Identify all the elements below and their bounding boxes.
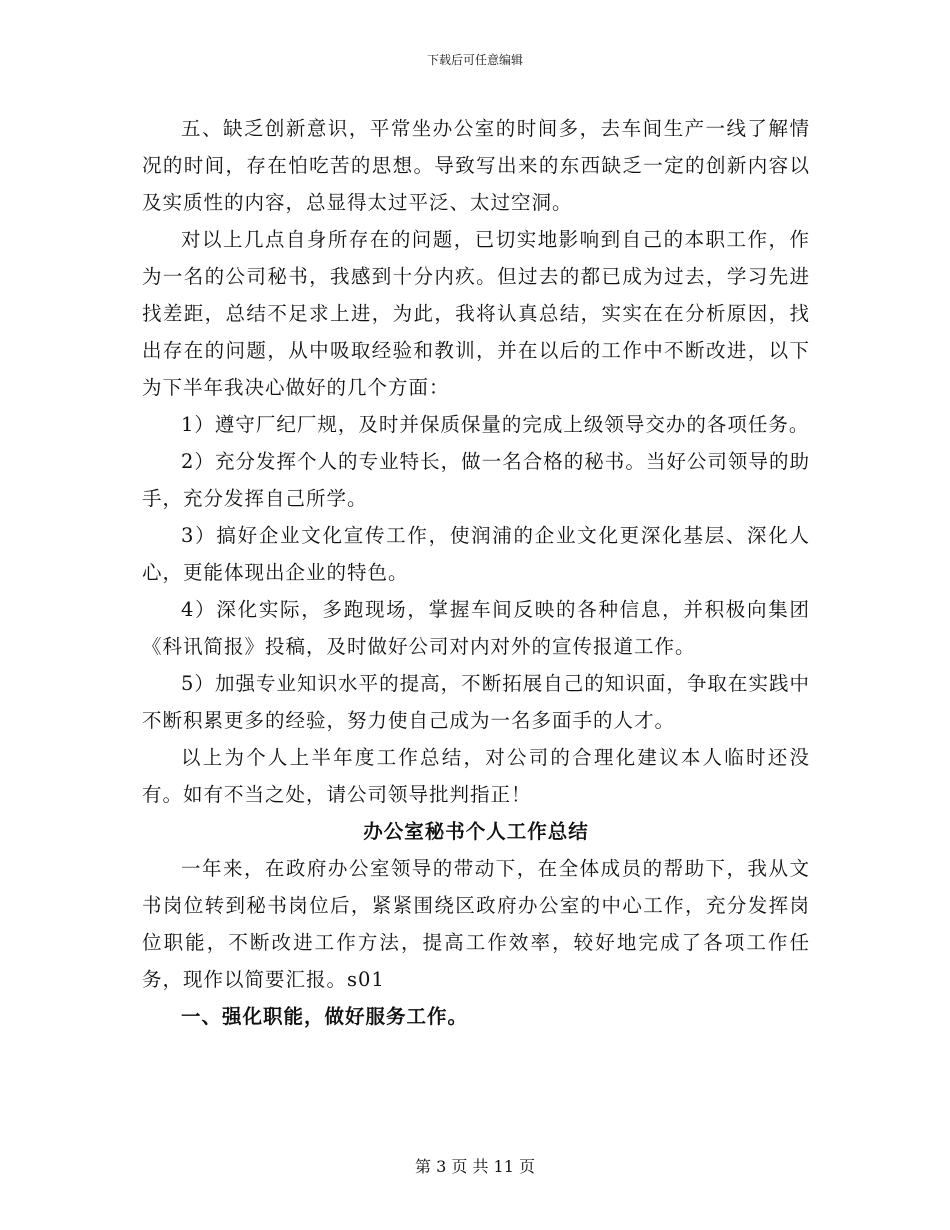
- paragraph-reflection: 对以上几点自身所存在的问题，已切实地影响到自己的本职工作，作为一名的公司秘书，我感到十分内疚。但过去的都已成为过去，学习先进找差距，总结不足求上进，为此，我将认真总结，实实在在分析原因，找出存在的问题，从中吸取经验和教训，并在以后的工作中不断改进，以下为下半年我决心做好的几个方面：: [142, 228, 810, 399]
- section-title: 办公室秘书个人工作总结: [363, 820, 589, 843]
- paragraph-conclusion: 以上为个人上半年度工作总结，对公司的合理化建议本人临时还没有。如有不当之处，请公司领导批判指正！: [142, 746, 810, 806]
- paragraph-item-2: 2）充分发挥个人的专业特长，做一名合格的秘书。当好公司领导的助手，充分发挥自己所学。: [142, 450, 810, 510]
- page-number: 第 3 页 共 11 页: [415, 1157, 535, 1176]
- paragraph-item-1: 1）遵守厂纪厂规，及时并保质保量的完成上级领导交办的各项任务。: [181, 413, 810, 436]
- paragraph-intro: 一年来，在政府办公室领导的带动下，在全体成员的帮助下，我从文书岗位转到秘书岗位后，紧紧围绕区政府办公室的中心工作，充分发挥岗位职能，不断改进工作方法，提高工作效率，较好地完成了各项工作任务，现作以简要汇报。s01: [142, 857, 810, 991]
- heading-strengthen-functions: 一、强化职能，做好服务工作。: [181, 1005, 469, 1028]
- paragraph-item-3: 3）搞好企业文化宣传工作，使润浦的企业文化更深化基层、深化人心，更能体现出企业的特色。: [142, 524, 810, 584]
- page-header: 下载后可任意编辑: [426, 53, 523, 67]
- document-body: [142, 110, 810, 1035]
- paragraph-item-4: 4）深化实际，多跑现场，掌握车间反映的各种信息，并积极向集团《科讯简报》投稿，及时做好公司对内对外的宣传报道工作。: [142, 598, 810, 658]
- paragraph-lack-of-innovation: 五、缺乏创新意识，平常坐办公室的时间多，去车间生产一线了解情况的时间，存在怕吃苦的思想。导致写出来的东西缺乏一定的创新内容以及实质性的内容，总显得太过平泛、太过空洞。: [142, 117, 810, 214]
- paragraph-item-5: 5）加强专业知识水平的提高，不断拓展自己的知识面，争取在实践中不断积累更多的经验，努力使自己成为一名多面手的人才。: [142, 672, 810, 732]
